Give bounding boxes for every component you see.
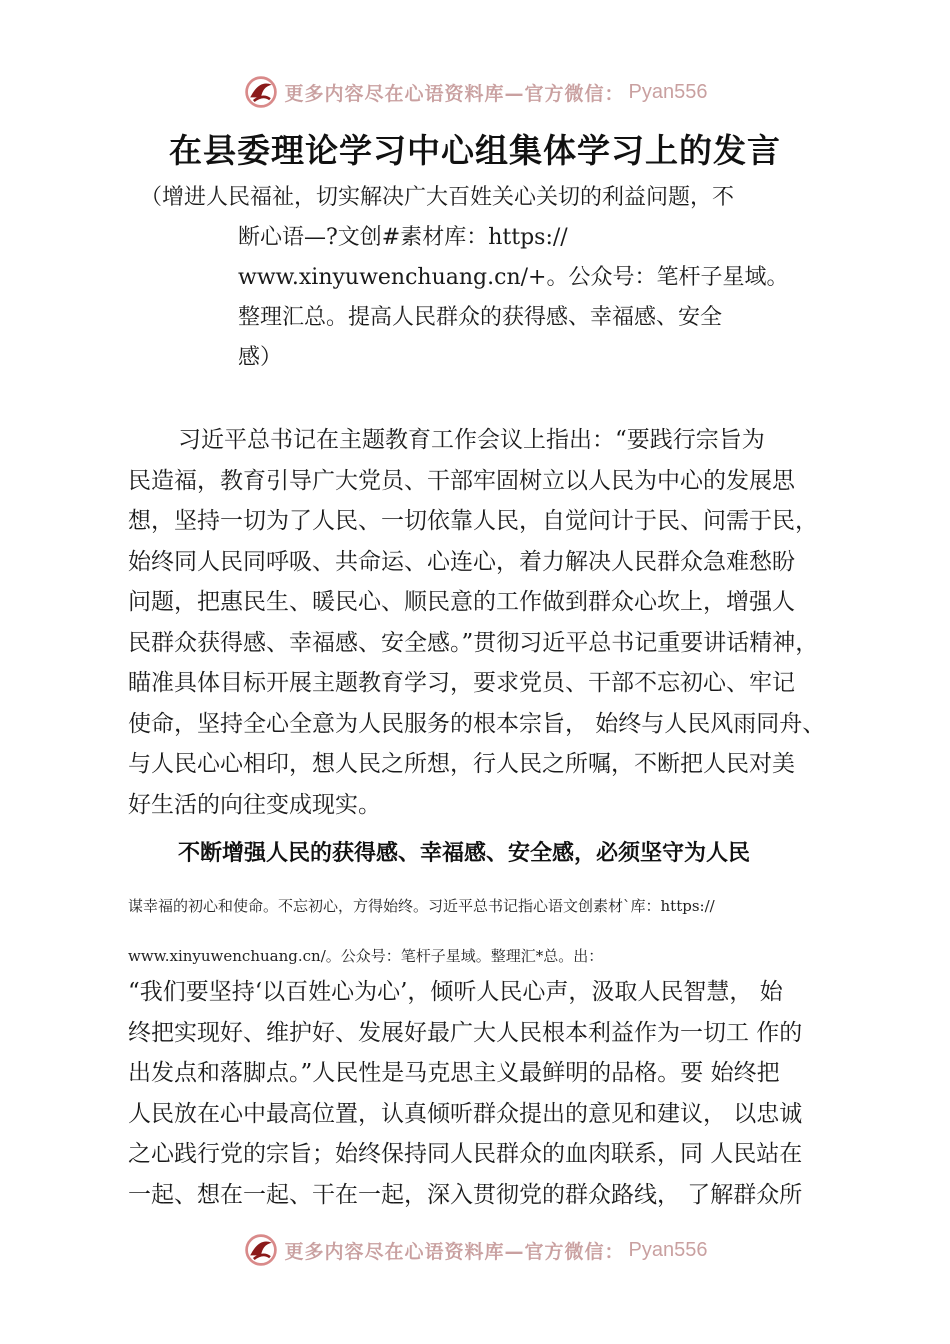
- paragraph-line: 想，坚持一切为了人民、一切依靠人民，自觉问计于民、问需于民，: [128, 508, 818, 534]
- subtitle-line: 感）: [238, 345, 283, 370]
- subtitle-line: 整理汇总。提高人民群众的获得感、幸福感、安全: [238, 305, 723, 330]
- paragraph-line: 民造福，教育引导广大党员、干部牢固树立以人民为中心的发展思: [128, 467, 795, 494]
- section-heading: 不断增强人民的获得感、幸福感、安全感，必须坚守为人民: [178, 841, 751, 866]
- header-banner: [0, 72, 950, 112]
- paragraph-line: “我们要坚持‘以百姓心为心’，倾听人民心声，汲取人民智慧， 始: [128, 979, 783, 1005]
- paragraph-line: 民群众获得感、幸福感、安全感。”贯彻习近平总书记重要讲话精神，: [128, 629, 819, 656]
- banner-wechat-id: Pyan556: [628, 80, 708, 103]
- small-text-line: www.xinyuwenchuang.cn/。公众号：笔杆子星域。整理汇*总。出：: [128, 947, 604, 965]
- paragraph-line: 始终同人民同呼吸、共命运、心连心，着力解决人民群众急难愁盼: [128, 548, 795, 575]
- paragraph-line: 之心践行党的宗旨；始终保持同人民群众的血肉联系，同 人民站在: [128, 1141, 803, 1167]
- paragraph-line: 使命，坚持全心全意为人民服务的根本宗旨， 始终与人民风雨同舟、: [128, 710, 826, 737]
- paragraph-line: 一起、想在一起、干在一起，深入贯彻党的群众路线， 了解群众所: [128, 1181, 803, 1208]
- paragraph-line: 问题，把惠民生、暖民心、顺民意的工作做到群众心坎上，增强人: [128, 589, 795, 615]
- small-text-line: 谋幸福的初心和使命。不忘初心，方得始终。习近平总书记指心语文创素材`库：https://: [128, 897, 715, 915]
- body-paragraph-1: [128, 420, 858, 825]
- paragraph-line: 终把实现好、维护好、发展好最广大人民根本利益作为一切工 作的: [128, 1019, 803, 1046]
- paragraph-line: 出发点和落脚点。”人民性是马克思主义最鲜明的品格。要 始终把: [128, 1060, 780, 1086]
- paragraph-line: 人民放在心中最高位置，认真倾听群众提出的意见和建议， 以忠诚: [128, 1100, 803, 1127]
- subtitle-line: 断心语—?文创#素材库：https://: [238, 225, 568, 250]
- paragraph-line: 与人民心心相印，想人民之所想，行人民之所嘱，不断把人民对美: [128, 751, 795, 777]
- banner-text: 更多内容尽在心语资料库—官方微信：: [284, 82, 625, 105]
- footer-banner: [0, 1230, 950, 1270]
- banner-wechat-id: Pyan556: [628, 1238, 708, 1261]
- subtitle-first-line: （增进人民福祉，切实解决广大百姓关心关切的利益问题，不: [140, 185, 735, 210]
- page-title: 在县委理论学习中心组集体学习上的发言: [169, 131, 781, 170]
- paragraph-line: 习近平总书记在主题教育工作会议上指出：“要践行宗旨为: [178, 427, 765, 453]
- brand-logo-icon: [243, 1232, 279, 1268]
- subtitle-line: www.xinyuwenchuang.cn/+。公众号：笔杆子星域。: [238, 265, 789, 290]
- paragraph-line: 瞄准具体目标开展主题教育学习，要求党员、干部不忘初心、牢记: [128, 670, 795, 696]
- brand-logo-icon: [243, 74, 279, 110]
- banner-text: 更多内容尽在心语资料库—官方微信：: [284, 1240, 625, 1263]
- paragraph-line: 好生活的向往变成现实。: [128, 791, 381, 818]
- body-paragraph-2: [128, 972, 858, 1215]
- subtitle-block: [238, 218, 818, 378]
